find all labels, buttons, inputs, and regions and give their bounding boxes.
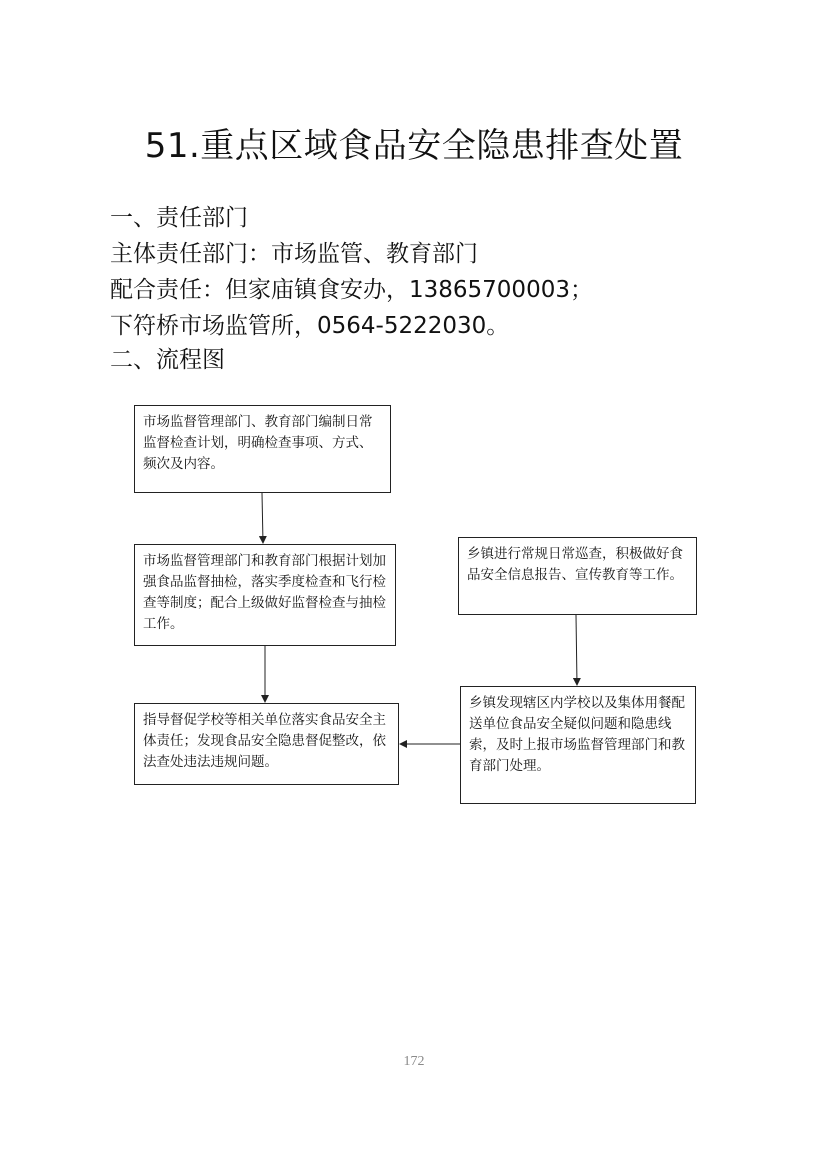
flowchart-heading: 二、流程图	[110, 347, 225, 373]
arrow-plan-to-inspection	[262, 493, 263, 543]
arrow-patrol-to-report	[576, 615, 577, 685]
flow-box-report: 乡镇发现辖区内学校以及集体用餐配送单位食品安全疑似问题和隐患线索，及时上报市场监督管理部门和教育部门处理。	[460, 686, 696, 804]
cooperating-line-1: 配合责任：但家庙镇食安办，13865700003；	[110, 277, 593, 303]
page-title: 51.重点区域食品安全隐患排查处置	[144, 126, 684, 166]
flow-box-patrol: 乡镇进行常规日常巡查，积极做好食品安全信息报告、宣传教育等工作。	[458, 537, 697, 615]
lead-departments: 主体责任部门：市场监管、教育部门	[110, 241, 478, 267]
cooperating-line-2: 下符桥市场监管所，0564-5222030。	[110, 313, 510, 339]
flow-box-guidance: 指导督促学校等相关单位落实食品安全主体责任；发现食品安全隐患督促整改，依法查处违法违规问题。	[134, 703, 399, 785]
responsibility-heading: 一、责任部门	[110, 205, 248, 231]
page-number: 172	[403, 1054, 425, 1069]
flow-box-inspection: 市场监督管理部门和教育部门根据计划加强食品监督抽检，落实季度检查和飞行检查等制度；配合上级做好监督检查与抽检工作。	[134, 544, 396, 646]
flow-box-plan: 市场监督管理部门、教育部门编制日常监督检查计划，明确检查事项、方式、频次及内容。	[134, 405, 391, 493]
